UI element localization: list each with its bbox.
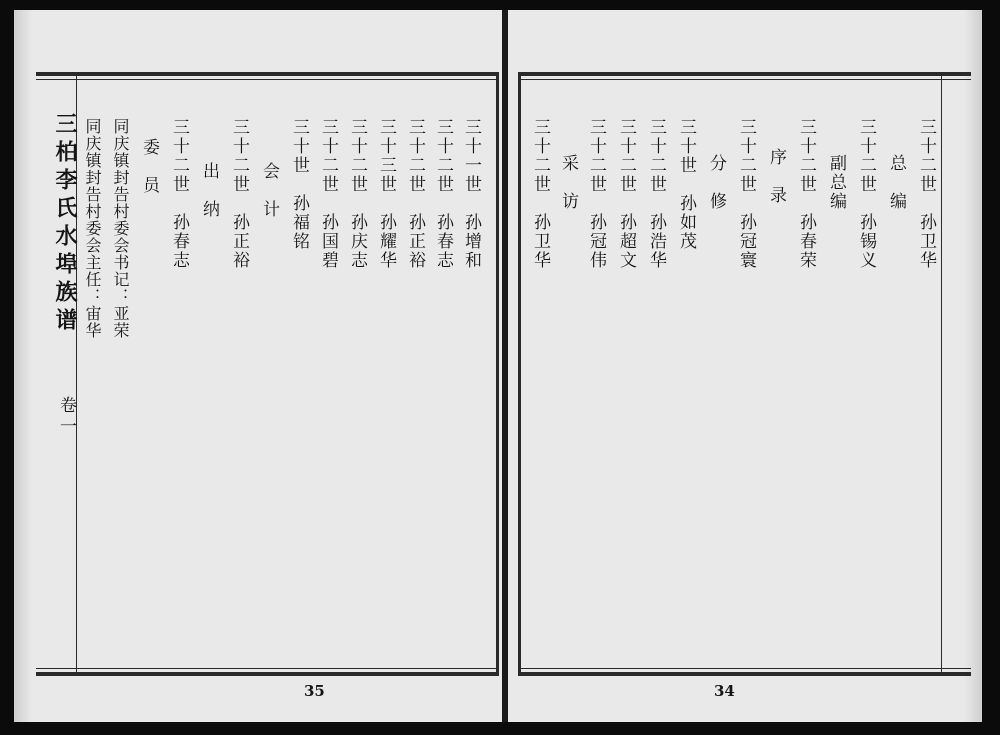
right-page-frame [518, 72, 971, 676]
left-col-2: 三十二世 孙春志 [433, 118, 453, 270]
volume-label: 卷一 [56, 396, 76, 438]
right-col-14: 三十二世 孙卫华 [530, 118, 550, 270]
right-col-preface: 序 录 [766, 148, 786, 205]
right-col-11: 三十二世 孙超文 [616, 118, 636, 270]
right-col-interview: 采 访 [558, 154, 578, 211]
left-page [14, 10, 502, 722]
right-col-9: 三十世 孙如茂 [676, 118, 696, 251]
genealogy-title: 三柏李氏水埠族谱 [52, 112, 78, 336]
right-col-1: 三十二世 孙卫华 [916, 118, 936, 270]
left-col-6: 三十二世 孙国碧 [318, 118, 338, 270]
left-col-4: 三十三世 孙耀华 [376, 118, 396, 270]
right-col-3: 三十二世 孙锡义 [856, 118, 876, 270]
left-col-accountant: 会 计 [259, 162, 279, 219]
right-col-chief-editor: 总 编 [886, 154, 906, 211]
page-number-left: 35 [304, 682, 325, 700]
left-col-13: 同庆镇封告村委会书记：亚荣 [111, 118, 130, 339]
left-col-3: 三十二世 孙正裕 [405, 118, 425, 270]
right-page [508, 10, 982, 722]
left-col-1: 三十一世 孙增和 [461, 118, 481, 270]
right-col-10: 三十二世 孙浩华 [646, 118, 666, 270]
left-col-cashier: 出 纳 [199, 162, 219, 219]
left-col-14: 同庆镇封告村委会主任：宙华 [83, 118, 102, 339]
right-col-12: 三十二世 孙冠伟 [586, 118, 606, 270]
right-col-deputy-editor: 副总编 [826, 154, 846, 211]
right-col-5: 三十二世 孙春荣 [796, 118, 816, 270]
right-col-sub-editors: 分 修 [706, 154, 726, 211]
left-page-frame [36, 72, 499, 676]
page-number-right: 34 [714, 682, 735, 700]
left-col-11: 三十二世 孙春志 [169, 118, 189, 270]
left-col-members: 委 员 [139, 138, 159, 195]
left-col-9: 三十二世 孙正裕 [229, 118, 249, 270]
open-book [14, 10, 982, 722]
right-col-7: 三十二世 孙冠寰 [736, 118, 756, 270]
left-col-7: 三十世 孙福铭 [289, 118, 309, 251]
left-col-5: 三十二世 孙庆志 [347, 118, 367, 270]
